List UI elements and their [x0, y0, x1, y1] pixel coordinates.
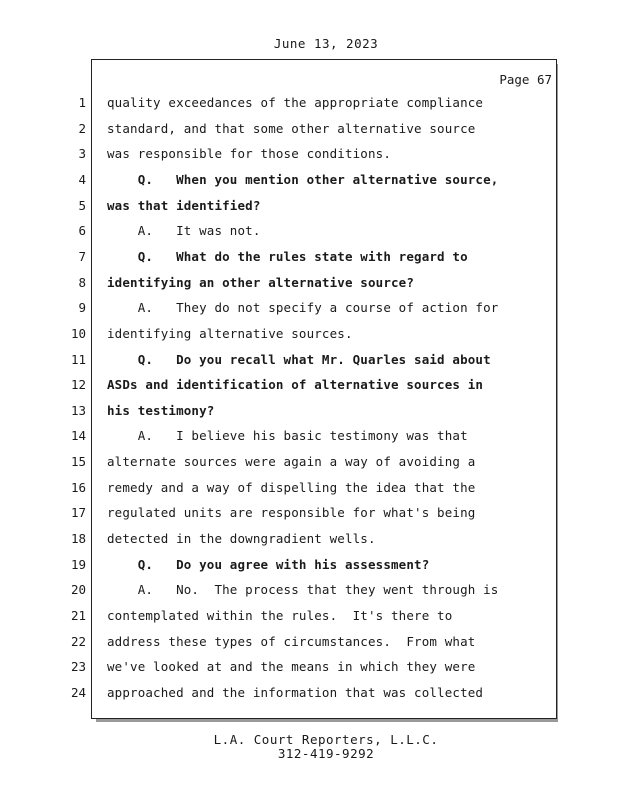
question-line: his testimony? [107, 403, 215, 418]
question-line: Q. Do you agree with his assessment? [107, 557, 430, 572]
line-number: 22 [70, 634, 86, 649]
testimony-line: A. It was not. [107, 223, 261, 238]
question-line: identifying an other alternative source? [107, 275, 415, 290]
question-line: ASDs and identification of alternative sources in [107, 377, 484, 392]
question-line: was that identified? [107, 198, 261, 213]
line-number: 23 [70, 659, 86, 674]
line-number: 10 [70, 326, 86, 341]
line-number: 21 [70, 608, 86, 623]
testimony-line: identifying alternative sources. [107, 326, 353, 341]
line-number: 19 [70, 557, 86, 572]
testimony-line: alternate sources were again a way of avoiding a [107, 454, 476, 469]
page-number: Page 67 [499, 72, 552, 87]
testimony-line: A. I believe his basic testimony was that [107, 428, 468, 443]
line-number: 20 [70, 582, 86, 597]
line-number: 17 [70, 505, 86, 520]
line-number: 1 [78, 95, 86, 110]
line-number: 2 [78, 121, 86, 136]
line-number: 16 [70, 480, 86, 495]
line-number: 5 [78, 198, 86, 213]
testimony-line: contemplated within the rules. It's there to [107, 608, 453, 623]
testimony-line: remedy and a way of dispelling the idea that the [107, 480, 476, 495]
testimony-line: A. No. The process that they went through is [107, 582, 499, 597]
testimony-line: A. They do not specify a course of action for [107, 300, 499, 315]
testimony-line: we've looked at and the means in which they were [107, 659, 476, 674]
line-number: 9 [78, 300, 86, 315]
line-number: 7 [78, 249, 86, 264]
line-number: 4 [78, 172, 86, 187]
line-number: 11 [70, 352, 86, 367]
line-number: 18 [70, 531, 86, 546]
testimony-line: quality exceedances of the appropriate compliance [107, 95, 484, 110]
line-number: 14 [70, 428, 86, 443]
line-number: 6 [78, 223, 86, 238]
line-number: 12 [70, 377, 86, 392]
line-number: 24 [70, 685, 86, 700]
line-number: 15 [70, 454, 86, 469]
question-line: Q. What do the rules state with regard to [107, 249, 468, 264]
testimony-line: standard, and that some other alternative source [107, 121, 476, 136]
reporter-company: L.A. Court Reporters, L.L.C. [213, 732, 439, 747]
transcript-date: June 13, 2023 [273, 36, 379, 51]
testimony-line: approached and the information that was collected [107, 685, 484, 700]
testimony-line: regulated units are responsible for what's being [107, 505, 476, 520]
testimony-line: was responsible for those conditions. [107, 146, 391, 161]
line-number: 13 [70, 403, 86, 418]
testimony-line: address these types of circumstances. From what [107, 634, 476, 649]
question-line: Q. When you mention other alternative source, [107, 172, 499, 187]
line-number: 3 [78, 146, 86, 161]
testimony-line: detected in the downgradient wells. [107, 531, 376, 546]
reporter-phone: 312-419-9292 [277, 746, 375, 761]
line-number: 8 [78, 275, 86, 290]
question-line: Q. Do you recall what Mr. Quarles said about [107, 352, 491, 367]
